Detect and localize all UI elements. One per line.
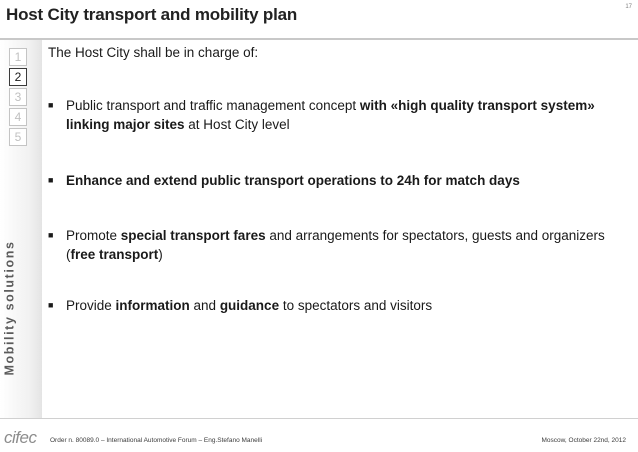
bullet-bold-segment: information	[115, 298, 190, 313]
bullet-item	[48, 171, 520, 190]
bullet-marker-icon: ■	[48, 100, 54, 110]
bullet-bold-segment: free transport	[70, 247, 159, 262]
bullet-segment: Provide	[66, 298, 116, 313]
section-nav-item-5[interactable]: 5	[9, 128, 27, 146]
bullet-item	[48, 96, 608, 134]
cifec-logo: cifec	[4, 428, 37, 447]
bullet-bold-segment: guidance	[219, 298, 280, 313]
slide-title: Host City transport and mobility plan	[6, 5, 298, 24]
bullet-marker-icon: ■	[48, 230, 54, 240]
bullet-text	[66, 96, 608, 134]
title-divider	[0, 38, 638, 40]
section-nav-item-3[interactable]: 3	[9, 88, 27, 106]
section-nav	[9, 48, 29, 148]
section-label-text: Mobility solutions	[3, 240, 18, 376]
bullet-bold-segment: special transport fares	[120, 228, 266, 243]
bullet-marker-icon: ■	[48, 175, 54, 185]
section-nav-item-1[interactable]: 1	[9, 48, 27, 66]
footer-date: Moscow, October 22nd, 2012	[541, 437, 626, 444]
bullet-text	[66, 296, 432, 315]
bullet-segment: and arrangements for spectators, guests and organizers (	[66, 228, 605, 262]
bullet-marker-icon: ■	[48, 300, 54, 310]
bullet-segment: Public transport and traffic management concept	[66, 98, 360, 113]
bullet-bold-segment: Enhance and extend public transport operations to 24h for match days	[66, 173, 520, 188]
footer-divider	[0, 418, 638, 419]
bullet-segment: at Host City level	[184, 117, 290, 132]
bullet-text	[66, 171, 520, 190]
bullet-segment: and	[189, 298, 220, 313]
section-label	[0, 223, 20, 393]
bullet-segment: Promote	[66, 228, 121, 243]
page-number: 17	[625, 4, 632, 10]
bullet-text	[66, 226, 608, 264]
bullet-item	[48, 226, 608, 264]
section-nav-item-2[interactable]: 2	[9, 68, 27, 86]
bullet-segment: )	[158, 247, 163, 262]
bullet-bold-segment: with «high quality transport system» linking major sites	[66, 98, 595, 132]
intro-text: The Host City shall be in charge of:	[48, 45, 259, 60]
section-nav-item-4[interactable]: 4	[9, 108, 27, 126]
bullet-segment: to spectators and visitors	[279, 298, 433, 313]
bullet-item	[48, 296, 432, 315]
footer-reference: Order n. 80089.0 – International Automotive Forum – Eng.Stefano Manelli	[50, 437, 263, 444]
